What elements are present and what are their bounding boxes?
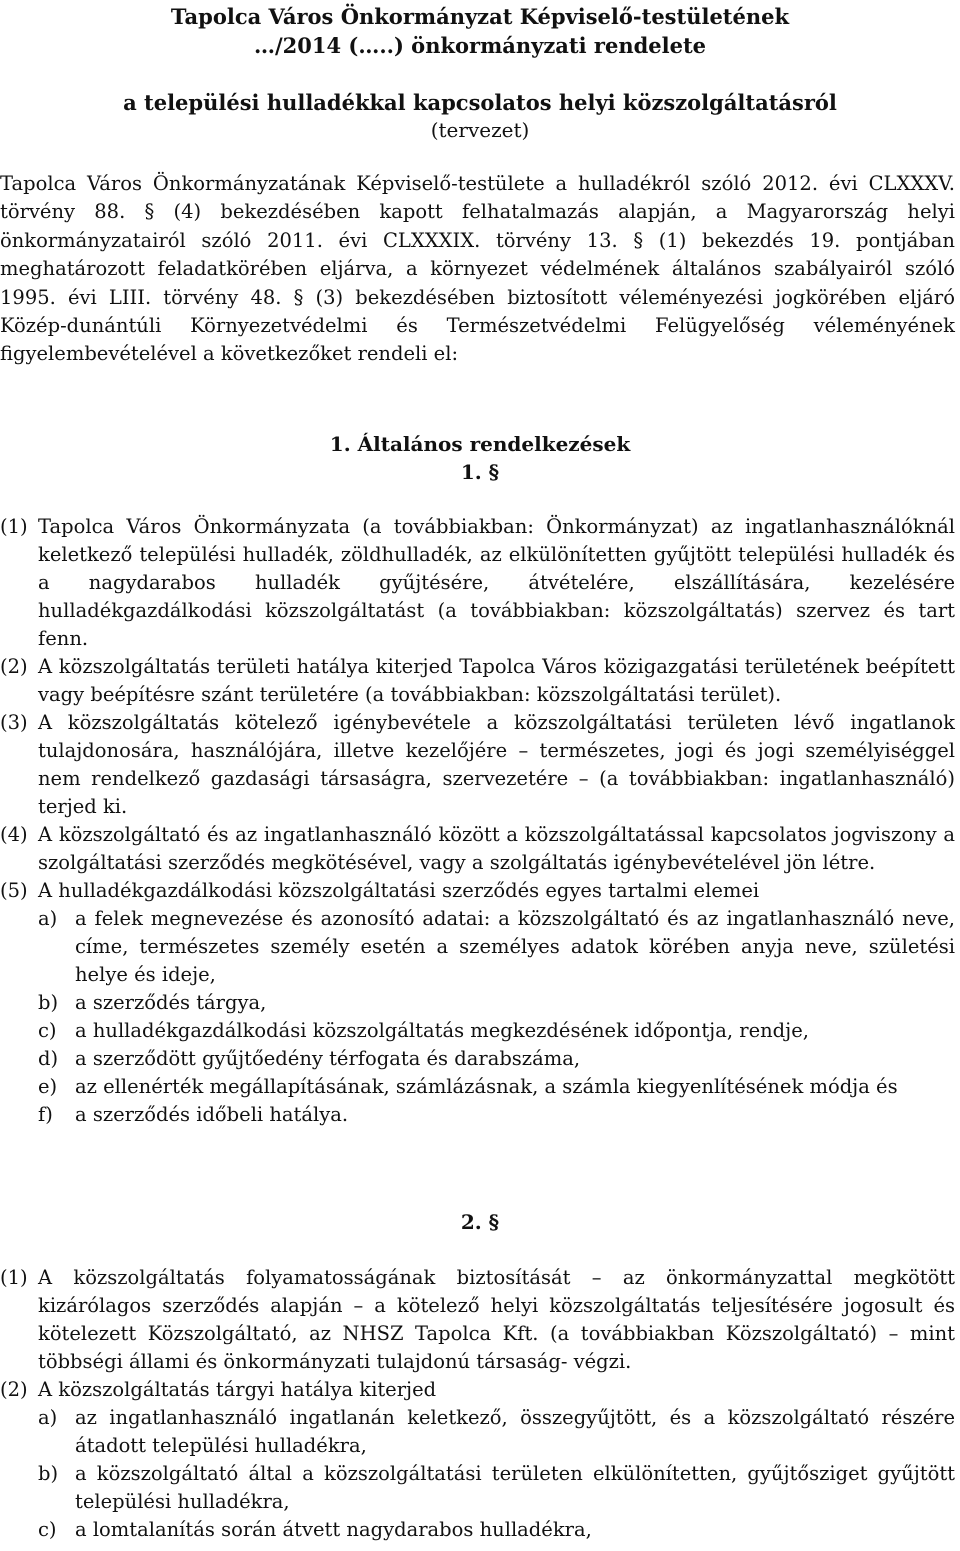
list-item [0, 1017, 955, 1045]
list-item-text: az ellenérték megállapításának, számlázásnak, a számla kiegyenlítésének módja és [75, 1075, 898, 1098]
paragraph-1-3 [0, 709, 955, 821]
paragraph-number: (1) [0, 1266, 28, 1289]
paragraph-text: Tapolca Város Önkormányzata (a továbbiakban: Önkormányzat) az ingatlanhasználóknál keletkező települési hulladék, zöldhulladék, az elkülönítetten gyűjtött települési hulladék és a nagydarabos hulladék gyűjtésére, átvételére, elszállítására, kezelésére hulladékgazdálkodási közszolgáltatást (a továbbiakban: közszolgáltatás) szervez és tart fenn. [38, 515, 955, 650]
list-item-letter: b) [38, 991, 59, 1014]
paragraph-1-1 [0, 513, 955, 653]
draft-label: (tervezet) [430, 118, 530, 142]
list-item-text: a felek megnevezése és azonosító adatai: a közszolgáltató és az ingatlanhasználó neve, címe, természetes személy esetén a személyes adatok körében anyja neve, születési helye és ideje, [75, 907, 955, 986]
list-item [0, 1073, 955, 1101]
contract-elements-list [0, 905, 955, 1129]
list-item-letter: a) [38, 907, 58, 930]
list-item-letter: a) [38, 1406, 58, 1429]
scope-list [0, 1404, 955, 1544]
paragraph-text: A közszolgáltatás folyamatosságának biztosítását – az önkormányzattal megkötött kizárólagos szerződés alapján – a kötelező helyi közszolgáltatás teljesítésére jogosult és kötelezett Közszolgáltató, az NHSZ Tapolca Kft. (a továbbiakban Közszolgáltató) – mint többségi állami és önkormányzati tulajdonú társaság- végzi. [38, 1266, 955, 1373]
paragraph-2-1 [0, 1264, 955, 1376]
paragraph-text: A közszolgáltató és az ingatlanhasználó között a közszolgáltatással kapcsolatos jogviszony a szolgáltatási szerződés megkötésével, vagy a szolgáltatás igénybevételével jön létre. [38, 823, 955, 874]
preamble-text: Tapolca Város Önkormányzatának Képviselő-testülete a hulladékról szóló 2012. évi CLXXXV. törvény 88. § (4) bekezdésében kapott felhatalmazás alapján, a Magyarország helyi önkormányzatairól szóló 2011. évi CLXXXIX. törvény 13. § (1) bekezdés 19. pontjában meghatározott feladatkörében eljárva, a környezet védelmének általános szabályairól szóló 1995. évi LIII. törvény 48. § (3) bekezdésében biztosított véleményezési jogkörében eljáró Közép-dunántúli Környezetvédelmi és Természetvédelmi Felügyelőség véleményének figyelembevételével a következőket rendeli el: [0, 172, 955, 366]
paragraph-number: (3) [0, 711, 28, 734]
document-title-line1: Tapolca Város Önkormányzat Képviselő-testületének [170, 4, 790, 29]
list-item [0, 905, 955, 989]
list-item-letter: c) [38, 1019, 57, 1042]
list-item-text: az ingatlanhasználó ingatlanán keletkező, összegyűjtött, és a közszolgáltató részére átadott települési hulladékra, [75, 1406, 955, 1457]
paragraph-number: (4) [0, 823, 28, 846]
list-item-text: a közszolgáltató által a közszolgáltatási területen elkülönítetten, gyűjtősziget gyűjtött települési hulladékra, [75, 1462, 955, 1513]
document-title-line2: …/2014 (…..) önkormányzati rendelete [253, 33, 707, 58]
paragraph-1-4 [0, 821, 955, 877]
paragraph-number: (2) [0, 1378, 28, 1401]
list-item-letter: e) [38, 1075, 58, 1098]
list-item [0, 1460, 955, 1516]
section-2-heading: 2. § [460, 1210, 500, 1234]
section-2-body [0, 1264, 955, 1544]
list-item-text: a szerződés időbeli hatálya. [75, 1103, 349, 1126]
list-item-text: a lomtalanítás során átvett nagydarabos hulladékra, [75, 1518, 592, 1541]
list-item-letter: d) [38, 1047, 59, 1070]
paragraph-text: A közszolgáltatás területi hatálya kiterjed Tapolca Város közigazgatási területének beépített vagy beépítésre szánt területére (a továbbiakban: közszolgáltatási terület). [38, 655, 955, 706]
paragraph-number: (1) [0, 515, 28, 538]
list-item-text: a hulladékgazdálkodási közszolgáltatás megkezdésének időpontja, rendje, [75, 1019, 809, 1042]
paragraph-number: (2) [0, 655, 28, 678]
paragraph-1-2 [0, 653, 955, 709]
list-item-text: a szerződött gyűjtőedény térfogata és darabszáma, [75, 1047, 581, 1070]
paragraph-text: A közszolgáltatás kötelező igénybevétele a közszolgáltatási területen lévő ingatlanok tulajdonosára, használójára, illetve kezelőjére – természetes, jogi és jogi személyiséggel nem rendelkező gazdasági társaságra, szervezetére – (a továbbiakban: ingatlanhasználó) terjed ki. [38, 711, 955, 818]
document-subject: a települési hulladékkal kapcsolatos helyi közszolgáltatásról [123, 90, 837, 115]
list-item-letter: b) [38, 1462, 59, 1485]
paragraph-text: A hulladékgazdálkodási közszolgáltatási szerződés egyes tartalmi elemei [38, 879, 760, 902]
list-item [0, 1516, 955, 1544]
paragraph-1-5 [0, 877, 955, 905]
list-item [0, 989, 955, 1017]
section-1-heading: 1. § [460, 460, 500, 484]
list-item [0, 1045, 955, 1073]
paragraph-text: A közszolgáltatás tárgyi hatálya kiterjed [38, 1378, 437, 1401]
paragraph-2-2 [0, 1376, 955, 1404]
list-item-letter: f) [38, 1103, 53, 1126]
list-item [0, 1404, 955, 1460]
chapter-heading: 1. Általános rendelkezések [329, 432, 631, 456]
preamble [0, 170, 955, 369]
list-item [0, 1101, 955, 1129]
list-item-text: a szerződés tárgya, [75, 991, 267, 1014]
paragraph-number: (5) [0, 879, 28, 902]
section-1-body [0, 513, 955, 1129]
list-item-letter: c) [38, 1518, 57, 1541]
